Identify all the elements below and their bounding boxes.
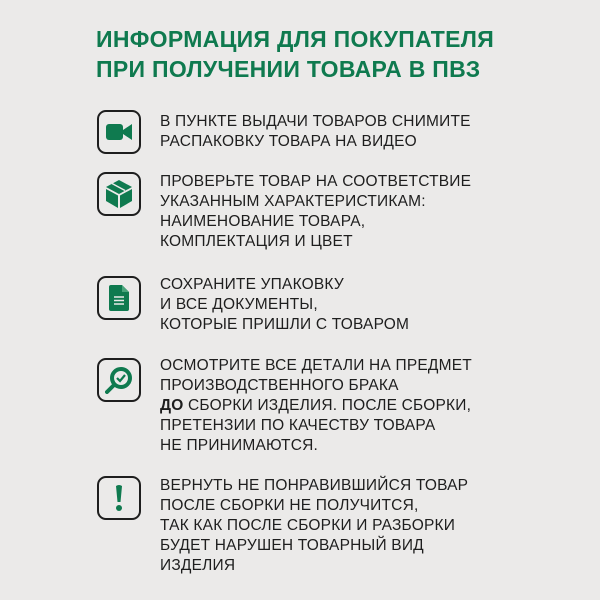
item-text-line: РАСПАКОВКУ ТОВАРА НА ВИДЕО — [160, 133, 417, 150]
item-text-line: НЕ ПРИНИМАЮТСЯ. — [160, 437, 318, 454]
page-title — [96, 24, 494, 84]
item-text-line: ПРЕТЕНЗИИ ПО КАЧЕСТВУ ТОВАРА — [160, 417, 436, 434]
item-text-line: НАИМЕНОВАНИЕ ТОВАРА, — [160, 213, 366, 230]
item-text-line: И ВСЕ ДОКУМЕНТЫ, — [160, 296, 318, 313]
item-text-fragment: СБОРКИ ИЗДЕЛИЯ. ПОСЛЕ СБОРКИ, — [183, 397, 472, 414]
item-text-line: ВЕРНУТЬ НЕ ПОНРАВИВШИЙСЯ ТОВАР — [160, 477, 469, 494]
item-text-line: КОТОРЫЕ ПРИШЛИ С ТОВАРОМ — [160, 316, 410, 333]
item-text-line: ПРОВЕРЬТЕ ТОВАР НА СООТВЕТСТВИЕ — [160, 173, 472, 190]
video-camera-icon — [97, 110, 141, 154]
item-text-line: ПРОИЗВОДСТВЕННОГО БРАКА — [160, 377, 399, 394]
item-text-line — [160, 396, 472, 416]
document-icon — [97, 276, 141, 320]
emphasis-before: ДО — [160, 397, 184, 414]
title-line-2: ПРИ ПОЛУЧЕНИИ ТОВАРА В ПВЗ — [96, 56, 481, 82]
item-text-line: В ПУНКТЕ ВЫДАЧИ ТОВАРОВ СНИМИТЕ — [160, 113, 471, 130]
item-text-line: ОСМОТРИТЕ ВСЕ ДЕТАЛИ НА ПРЕДМЕТ — [160, 357, 472, 374]
exclamation-icon — [97, 476, 141, 520]
title-line-1: ИНФОРМАЦИЯ ДЛЯ ПОКУПАТЕЛЯ — [96, 26, 495, 52]
item-text-line: ИЗДЕЛИЯ — [160, 557, 236, 574]
item-text-line: ТАК КАК ПОСЛЕ СБОРКИ И РАЗБОРКИ — [160, 517, 456, 534]
magnifier-check-icon — [97, 358, 141, 402]
item-text-line: ПОСЛЕ СБОРКИ НЕ ПОЛУЧИТСЯ, — [160, 497, 419, 514]
box-icon — [97, 172, 141, 216]
item-text-line: СОХРАНИТЕ УПАКОВКУ — [160, 276, 344, 293]
item-text-line: УКАЗАННЫМ ХАРАКТЕРИСТИКАМ: — [160, 193, 426, 210]
item-text-line: КОМПЛЕКТАЦИЯ И ЦВЕТ — [160, 233, 353, 250]
item-text-line: БУДЕТ НАРУШЕН ТОВАРНЫЙ ВИД — [160, 537, 424, 554]
